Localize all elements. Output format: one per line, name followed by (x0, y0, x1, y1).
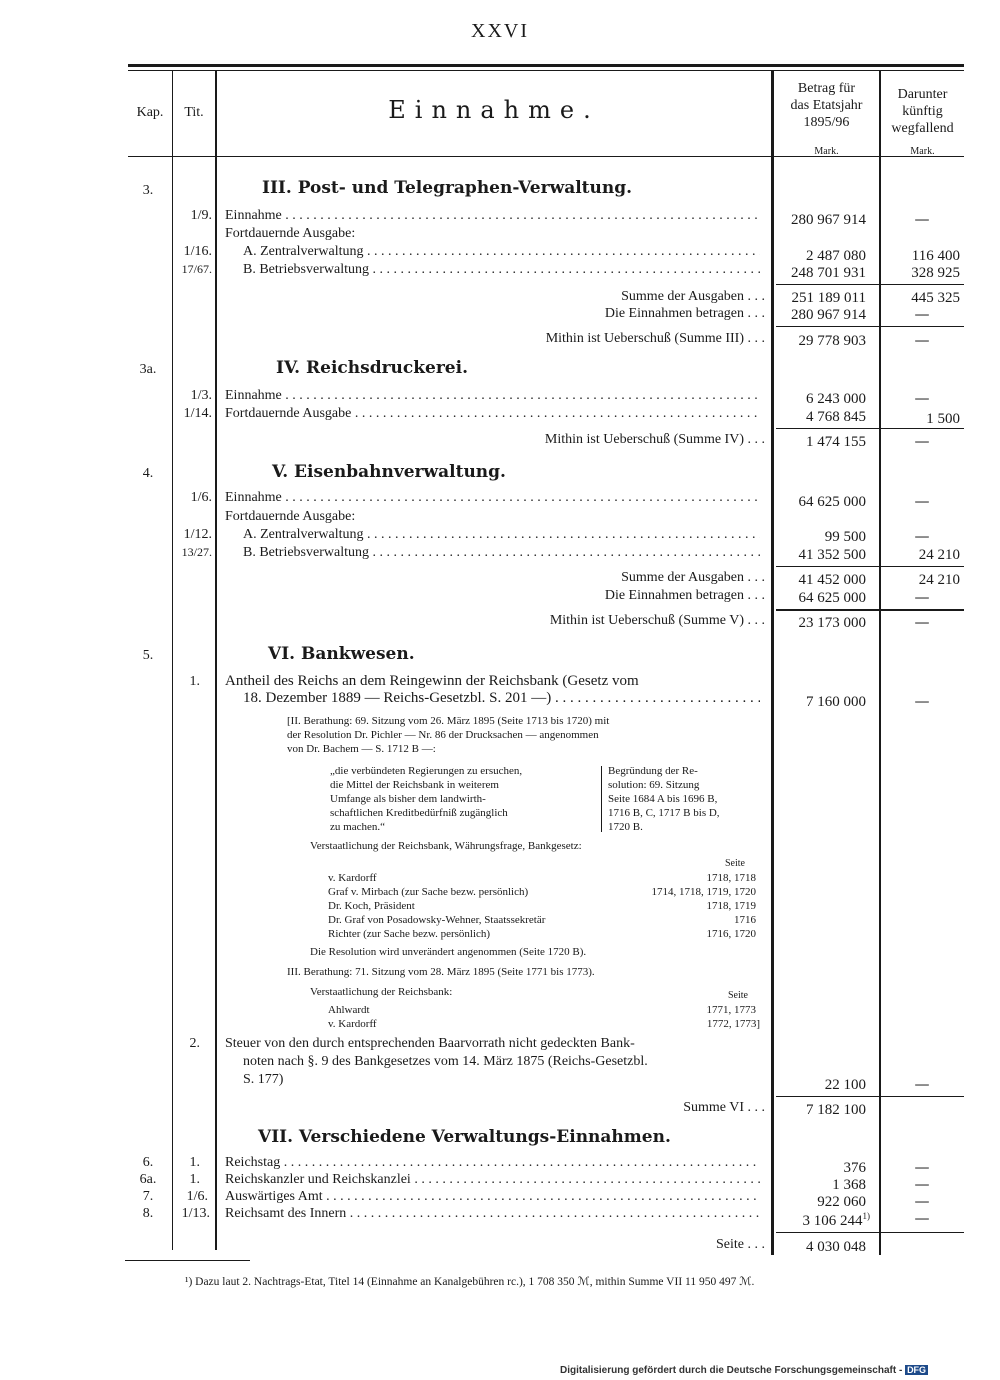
header-tit: Tit. (184, 105, 204, 120)
speaker-name: v. Kardorff (328, 1018, 377, 1030)
wegfall-amount: 445 325 (911, 290, 960, 306)
wegfall-amount: 24 210 (918, 547, 960, 563)
header-betrag-unit: Mark. (814, 146, 839, 157)
amount: 64 625 000 (798, 590, 866, 606)
dash: — (914, 613, 930, 631)
amount: 280 967 914 (791, 212, 866, 228)
row-label: Summe der Ausgaben . . . (621, 570, 765, 585)
tit-number: 1/9. (190, 208, 212, 223)
row-label (225, 1155, 760, 1171)
dash: — (914, 331, 930, 349)
row-label (225, 1172, 760, 1188)
speaker-pages: 1718, 1718 (706, 872, 756, 884)
begr-line: Begründung der Re- (608, 765, 698, 777)
amount: 2 487 080 (806, 248, 866, 264)
section-heading: IV. Reichsdruckerei. (276, 358, 468, 378)
speaker-name: Ahlwardt (328, 1004, 370, 1016)
brace (601, 766, 602, 832)
row-label: Summe der Ausgaben . . . (621, 289, 765, 304)
kap-number: 3. (142, 183, 154, 198)
amount: 1 474 155 (806, 434, 866, 450)
seite-label: Seite (728, 990, 748, 1001)
section-heading: III. Post- und Telegraphen-Verwaltung. (262, 178, 633, 198)
row-label (225, 208, 760, 224)
begr-line: 1716 B, C, 1717 B bis D, (608, 807, 720, 819)
row-label: Summe VI . . . (683, 1100, 765, 1115)
speaker-pages: 1716, 1720 (706, 928, 756, 940)
header-betrag-line: 1895/96 (803, 115, 850, 130)
amount: 4 030 048 (806, 1239, 866, 1255)
quote-line: zu machen.“ (330, 821, 385, 833)
row-label: Die Einnahmen betragen . . . (604, 588, 765, 603)
row-label-text: Fortdauernde Ausgabe (225, 406, 352, 421)
dfg-logo: DFG (907, 1365, 927, 1375)
wegfall-amount: 24 210 (918, 572, 960, 588)
tit-number: 1/12. (183, 527, 212, 542)
footnote-marker: 1) (862, 1211, 870, 1221)
speaker-pages: 1718, 1719 (706, 900, 756, 912)
wegfall-amount: 328 925 (911, 265, 960, 281)
tit-number: 1. (189, 674, 200, 689)
row-label (243, 527, 760, 543)
row-label-text: A. Zentralverwaltung (243, 527, 364, 542)
row-label: Fortdauernde Ausgabe: (225, 226, 356, 241)
amount: 7 182 100 (806, 1102, 866, 1118)
credit-text: Digitalisierung gefördert durch die Deutsche Forschungsgemeinschaft - (560, 1365, 903, 1376)
row-label: Fortdauernde Ausgabe: (225, 509, 356, 524)
tit-number: 13/27. (181, 545, 212, 559)
row-label: noten nach §. 9 des Bankgesetzes vom 14. März 1875 (Reichs-Gesetzbl. (243, 1054, 648, 1069)
row-label-text: A. Zentralverwaltung (243, 244, 364, 259)
amount: 22 100 (824, 1077, 866, 1093)
dash: — (914, 1209, 930, 1227)
kap-number: 7. (142, 1189, 154, 1204)
amount: 64 625 000 (798, 494, 866, 510)
dash: — (914, 1192, 930, 1210)
page-number: XXVI (471, 20, 529, 42)
row-label-text: B. Betriebsverwaltung (243, 262, 369, 277)
tit-number: 1. (189, 1155, 200, 1170)
amount: 248 701 931 (791, 265, 866, 281)
row-label (243, 244, 760, 260)
row-label-text: Einnahme (225, 490, 282, 505)
header-kap: Kap. (136, 105, 164, 120)
sum-rule (776, 566, 964, 567)
row-label: Antheil des Reichs an dem Reingewinn der Reichsbank (Gesetz vom (225, 673, 639, 689)
row-label: S. 177) (243, 1072, 284, 1087)
amount: 376 (843, 1160, 866, 1176)
tit-number: 1/6. (190, 490, 212, 505)
sum-rule (776, 428, 964, 429)
row-label (243, 690, 760, 707)
sum-rule (776, 1096, 964, 1097)
dash: — (914, 389, 930, 407)
begruendung (608, 764, 720, 834)
header-darunter (881, 86, 964, 137)
speaker-pages: 1772, 1773] (706, 1018, 760, 1030)
header-betrag-line: das Etatsjahr (790, 98, 863, 113)
tit-number: 1/6. (186, 1189, 208, 1204)
footnote: ¹) Dazu laut 2. Nachtrags-Etat, Titel 14 (Einnahme an Kanalgebühren rc.), 1 708 350 ℳ, mithin Summe VII 11 950 497 ℳ. (185, 1276, 755, 1288)
note-line: der Resolution Dr. Pichler — Nr. 86 der Drucksachen — angenommen (287, 729, 599, 741)
sum-rule (776, 609, 964, 611)
speaker-pages: 1771, 1773 (706, 1004, 756, 1016)
speaker-name: v. Kardorff (328, 872, 377, 884)
section-heading: VII. Verschiedene Verwaltungs-Einnahmen. (258, 1127, 671, 1147)
section-heading: V. Eisenbahnverwaltung. (272, 462, 506, 482)
row-label (243, 262, 760, 278)
row-label-text: Auswärtiges Amt (225, 1189, 323, 1204)
note-berathung-iii: III. Berathung: 71. Sitzung vom 28. März 1895 (Seite 1771 bis 1773). (287, 966, 595, 978)
kap-number: 3a. (139, 362, 157, 377)
table-top-rule (128, 64, 964, 67)
resolution-quote (330, 764, 598, 834)
row-label (225, 406, 760, 422)
quote-line: Umfange als bisher dem landwirth- (330, 793, 486, 805)
begr-line: solution: 69. Sitzung (608, 779, 700, 791)
tit-number: 1/16. (183, 244, 212, 259)
quote-line: schaftlichen Kreditbedürfniß zugänglich (330, 807, 508, 819)
wegfall-amount: 1 500 (926, 411, 960, 427)
row-label-text: 18. Dezember 1889 — Reichs-Gesetzbl. S. 201 —) (243, 690, 552, 706)
tit-number: 1/13. (181, 1206, 210, 1221)
amount: 41 352 500 (798, 547, 866, 563)
footnote-rule (125, 1260, 250, 1261)
row-label-text: Reichskanzler und Reichskanzlei (225, 1172, 411, 1187)
dash: — (914, 1175, 930, 1193)
header-betrag (774, 80, 879, 131)
note-line: [II. Berathung: 69. Sitzung vom 26. März 1895 (Seite 1713 bis 1720) mit (287, 715, 610, 727)
row-label: Mithin ist Ueberschuß (Summe III) . . . (545, 331, 765, 346)
amount: 4 768 845 (806, 409, 866, 425)
row-label-text: Einnahme (225, 208, 282, 223)
speaker-name: Graf v. Mirbach (zur Sache bezw. persönlich) (328, 886, 529, 898)
dash: — (914, 588, 930, 606)
seite-label: Seite (725, 858, 745, 869)
tit-number: 2. (189, 1036, 200, 1051)
row-label-text: Reichsamt des Innern (225, 1206, 347, 1221)
dash: — (914, 1158, 930, 1176)
row-label-text: B. Betriebsverwaltung (243, 545, 369, 560)
header-darunter-line: Darunter (897, 87, 948, 102)
begr-line: 1720 B. (608, 821, 643, 833)
dash: — (914, 432, 930, 450)
amount (772, 1211, 870, 1230)
digitization-credit (560, 1365, 928, 1376)
table-top-rule-thin (128, 70, 964, 71)
amount: 922 060 (817, 1194, 866, 1210)
col-rule-tit (215, 70, 217, 1250)
note-berathung-ii (287, 714, 609, 756)
amount: 41 452 000 (798, 572, 866, 588)
kap-number: 5. (142, 648, 154, 663)
section-heading: VI. Bankwesen. (268, 644, 415, 664)
resolution-result: Die Resolution wird unverändert angenommen (Seite 1720 B). (310, 946, 587, 958)
verstaatlichung-heading: Verstaatlichung der Reichsbank: (310, 986, 453, 998)
amount: 23 173 000 (798, 615, 866, 631)
amount: 29 778 903 (798, 333, 866, 349)
tit-number: 1/3. (190, 388, 212, 403)
wegfall-amount: 116 400 (911, 248, 960, 264)
quote-line: „die verbündeten Regierungen zu ersuchen, (330, 765, 523, 777)
row-label (243, 545, 760, 561)
sum-rule (776, 1232, 964, 1233)
row-label-text: Reichstag (225, 1155, 281, 1170)
row-label (225, 1206, 760, 1222)
dash: — (914, 1075, 930, 1093)
row-label: Die Einnahmen betragen . . . (604, 306, 765, 321)
note-line: von Dr. Bachem — S. 1712 B —: (287, 743, 436, 755)
kap-number: 6a. (139, 1172, 157, 1187)
tit-number: 1/14. (183, 406, 212, 421)
tit-number: 17/67. (181, 262, 212, 276)
row-label (225, 388, 760, 404)
amount: 99 500 (824, 529, 866, 545)
speaker-name: Dr. Koch, Präsident (328, 900, 415, 912)
amount: 280 967 914 (791, 307, 866, 323)
verstaatlichung-heading: Verstaatlichung der Reichsbank, Währungsfrage, Bankgesetz: (310, 840, 582, 852)
kap-number: 4. (142, 466, 154, 481)
amount: 7 160 000 (806, 694, 866, 710)
speaker-pages: 1716 (734, 914, 756, 926)
amount-value: 3 106 244 (802, 1213, 863, 1229)
header-betrag-line: Betrag für (797, 81, 856, 96)
sum-rule (776, 326, 964, 327)
amount: 6 243 000 (806, 391, 866, 407)
dash: — (914, 305, 930, 323)
row-label: Steuer von den durch entsprechenden Baarvorrath nicht gedeckten Bank- (225, 1036, 635, 1051)
sum-rule (776, 284, 964, 285)
row-label: Seite . . . (716, 1237, 765, 1252)
dash: — (914, 492, 930, 510)
dash: — (914, 692, 930, 710)
amount: 251 189 011 (791, 290, 866, 306)
kap-number: 6. (142, 1155, 154, 1170)
amount: 1 368 (832, 1177, 866, 1193)
row-label-text: Einnahme (225, 388, 282, 403)
speaker-name: Dr. Graf von Posadowsky-Wehner, Staatssekretär (328, 914, 546, 926)
header-darunter-unit: Mark. (910, 146, 935, 157)
quote-line: die Mittel der Reichsbank in weiterem (330, 779, 499, 791)
speaker-name: Richter (zur Sache bezw. persönlich) (328, 928, 491, 940)
row-label (225, 1189, 760, 1205)
row-label: Mithin ist Ueberschuß (Summe IV) . . . (544, 432, 765, 447)
header-darunter-line: künftig (902, 104, 943, 119)
dash: — (914, 527, 930, 545)
begr-line: Seite 1684 A bis 1696 B, (608, 793, 718, 805)
row-label (225, 490, 760, 506)
speaker-pages: 1714, 1718, 1719, 1720 (651, 886, 756, 898)
header-title: Einnahme. (388, 96, 600, 124)
row-label: Mithin ist Ueberschuß (Summe V) . . . (549, 613, 765, 628)
kap-number: 8. (142, 1206, 154, 1221)
dash: — (914, 210, 930, 228)
tit-number: 1. (189, 1172, 200, 1187)
header-darunter-line: wegfallend (891, 121, 954, 136)
